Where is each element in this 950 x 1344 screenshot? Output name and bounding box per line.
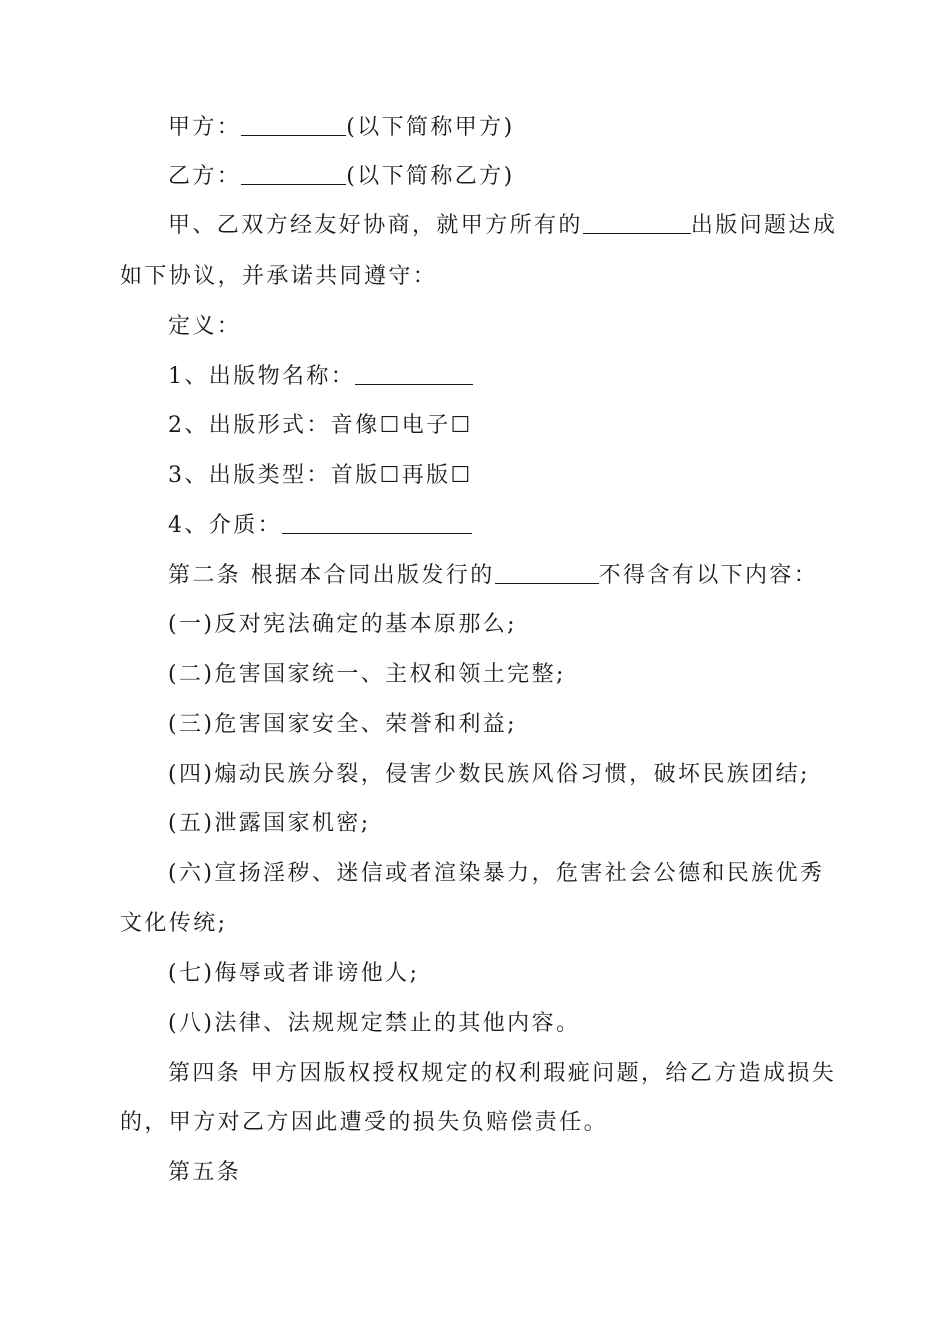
party-a-blank: [241, 115, 346, 136]
definition-item-1-label: 1、出版物名称：: [168, 364, 356, 389]
prohibited-item-7: (七)侮辱或者诽谤他人;: [168, 961, 420, 986]
agreement-intro-continuation: 如下协议，并承诺共同遵守：: [120, 264, 438, 289]
prohibited-item-1: (一)反对宪法确定的基本原那么;: [168, 612, 517, 637]
publication-blank: [583, 213, 691, 234]
article-2-tail: 不得含有以下内容：: [598, 563, 819, 588]
party-b-blank: [241, 164, 346, 185]
agreement-intro-text: 甲、乙双方经友好协商，就甲方所有的: [168, 213, 583, 238]
article-4: 第四条 甲方因版权授权规定的权利瑕疵问题，给乙方造成损失: [168, 1061, 837, 1086]
prohibited-item-6-continuation: 文化传统;: [120, 911, 228, 936]
definition-item-2: 2、出版形式：音像☐电子☐: [168, 413, 473, 438]
party-b-line: [168, 164, 835, 190]
article-2-blank: [495, 563, 599, 584]
prohibited-item-3: (三)危害国家安全、荣誉和利益;: [168, 712, 517, 737]
agreement-intro-tail: 出版问题达成: [690, 213, 838, 238]
publication-name-blank: [355, 364, 473, 385]
party-a-label: 甲方：: [168, 115, 242, 140]
agreement-intro-line: [168, 213, 838, 239]
article-2-text: 第二条 根据本合同出版发行的: [168, 563, 495, 588]
party-a-note: (以下简称甲方): [346, 115, 515, 140]
definitions-heading: 定义：: [168, 314, 242, 339]
article-5-heading: 第五条: [168, 1160, 242, 1185]
prohibited-item-5: (五)泄露国家机密;: [168, 811, 371, 836]
article-2: [168, 563, 835, 589]
prohibited-item-8: (八)法律、法规规定禁止的其他内容。: [168, 1011, 581, 1036]
definition-item-4: [168, 513, 835, 539]
party-b-label: 乙方：: [168, 164, 242, 189]
definition-item-1: [168, 364, 835, 390]
medium-blank: [282, 513, 472, 534]
article-4-continuation: 的，甲方对乙方因此遭受的损失负赔偿责任。: [120, 1110, 609, 1135]
party-b-note: (以下简称乙方): [346, 164, 515, 189]
definition-item-3: 3、出版类型：首版☐再版☐: [168, 463, 473, 488]
prohibited-item-4: (四)煽动民族分裂，侵害少数民族风俗习惯，破坏民族团结;: [168, 762, 810, 787]
definition-item-4-label: 4、介质：: [168, 513, 282, 538]
prohibited-item-2: (二)危害国家统一、主权和领土完整;: [168, 662, 566, 687]
party-a-line: [168, 115, 835, 141]
prohibited-item-6: (六)宣扬淫秽、迷信或者渲染暴力，危害社会公德和民族优秀: [168, 861, 825, 886]
